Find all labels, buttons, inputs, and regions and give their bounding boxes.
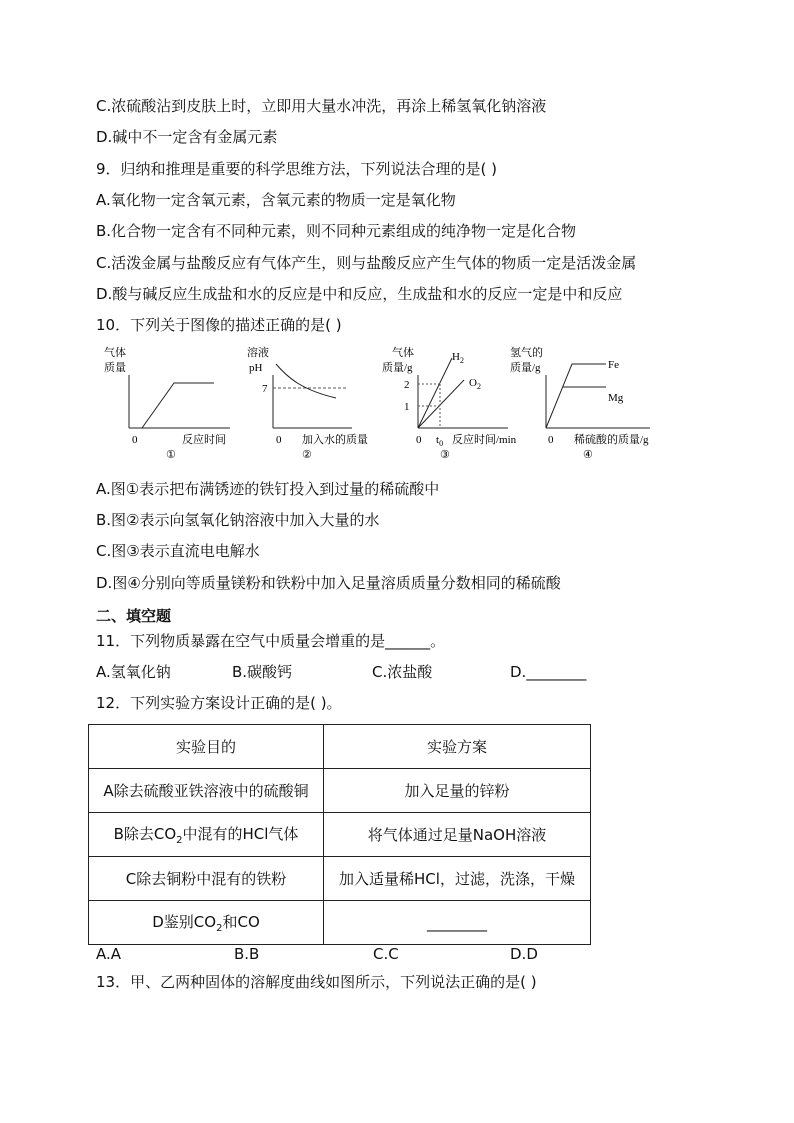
graph2-xlabel: 加入水的质量: [302, 434, 368, 446]
graph4-origin: 0: [548, 434, 554, 446]
graph-1: [96, 342, 236, 466]
graph3-ylabel-2: 质量/g: [382, 362, 413, 374]
graph3-o2-label: $O_2$: [469, 377, 481, 391]
table-row: [89, 901, 591, 945]
graph3-ylabel-1: 气体: [392, 347, 414, 359]
q9-option-a: A.氧化物一定含氧元素，含氧元素的物质一定是氧化物: [96, 191, 456, 209]
q13-stem: 13．甲、乙两种固体的溶解度曲线如图所示，下列说法正确的是( ): [96, 973, 537, 991]
row3-plan: 加入适量稀HCl，过滤，洗涤，干燥: [324, 857, 591, 901]
graph1-ylabel-1: 气体: [104, 347, 126, 359]
row2-purpose: B除去$CO_2$中混有的HCl气体: [89, 813, 324, 857]
q11-option-d: D.________: [510, 663, 587, 681]
graph2-ylabel-2: pH: [249, 362, 263, 374]
header-plan: 实验方案: [324, 725, 591, 769]
row1-purpose: A除去硫酸亚铁溶液中的硫酸铜: [89, 769, 324, 813]
graph3-o2-line: [418, 380, 464, 428]
row2-plan: 将气体通过足量NaOH溶液: [324, 813, 591, 857]
graph4-ylabel-1: 氢气的: [510, 347, 543, 359]
q11-option-c: C.浓盐酸: [372, 663, 433, 681]
graph3-h2-label: $H_2$: [452, 351, 464, 365]
graph4-number: ④: [583, 449, 593, 461]
q8-option-d: D.碱中不一定含有金属元素: [96, 128, 278, 146]
graph2-tick-7: 7: [262, 383, 268, 395]
q9-stem: 9．归纳和推理是重要的科学思维方法，下列说法合理的是( ): [96, 160, 498, 178]
graph3-h2-line: [418, 358, 452, 428]
q12-option-a: A.A: [96, 945, 122, 963]
row4-purpose: D鉴别$CO_2$和CO: [89, 901, 324, 945]
q12-option-c: C.C: [373, 945, 399, 963]
q9-option-c: C.活泼金属与盐酸反应有气体产生，则与盐酸反应产生气体的物质一定是活泼金属: [96, 254, 637, 272]
graph3-origin: 0: [416, 434, 422, 446]
q10-option-c: C.图③表示直流电电解水: [96, 542, 260, 560]
q12-option-d: D.D: [510, 945, 538, 963]
graph-3: [378, 342, 528, 466]
graph3-tick-2: 2: [404, 379, 410, 391]
graph4-fe-label: Fe: [608, 359, 619, 371]
graph3-number: ③: [440, 449, 450, 461]
graph2-number: ②: [302, 449, 312, 461]
q9-option-d: D.酸与碱反应生成盐和水的反应是中和反应，生成盐和水的反应一定是中和反应: [96, 285, 623, 303]
graph4-mg-label: Mg: [608, 392, 624, 404]
table-row: [89, 813, 591, 857]
q9-option-b: B.化合物一定含有不同种元素，则不同种元素组成的纯净物一定是化合物: [96, 222, 577, 240]
graph1-xlabel: 反应时间: [182, 434, 226, 446]
q12-option-b: B.B: [234, 945, 260, 963]
row4-plan: ________: [324, 901, 591, 945]
graph4-fe-curve: [546, 364, 606, 428]
q10-option-a: A.图①表示把布满锈迹的铁钉投入到过量的稀硫酸中: [96, 480, 440, 498]
row3-purpose: C除去铜粉中混有的铁粉: [89, 857, 324, 901]
graph2-curve: [276, 364, 336, 398]
section-title-fill-in: 二、填空题: [96, 607, 172, 625]
graph1-curve: [142, 383, 214, 428]
q11-option-a: A.氢氧化钠: [96, 663, 171, 681]
q11-stem: 11．下列物质暴露在空气中质量会增重的是______。: [96, 632, 446, 650]
q12-table: [88, 724, 591, 945]
graph4-xlabel: 稀硫酸的质量/g: [574, 434, 649, 446]
q11-option-b: B.碳酸钙: [232, 663, 293, 681]
q10-option-d: D.图④分别向等质量镁粉和铁粉中加入足量溶质质量分数相同的稀硫酸: [96, 574, 561, 592]
q10-option-b: B.图②表示向氢氧化钠溶液中加入大量的水: [96, 511, 380, 529]
graph1-ylabel-2: 质量: [104, 362, 126, 374]
row1-plan: 加入足量的锌粉: [324, 769, 591, 813]
graph2-ylabel-1: 溶液: [247, 347, 269, 359]
table-row: [89, 857, 591, 901]
graph1-origin: 0: [132, 434, 138, 446]
graph3-xlabel: 反应时间/min: [452, 434, 517, 446]
graph2-origin: 0: [276, 434, 282, 446]
q8-option-c: C.浓硫酸沾到皮肤上时，立即用大量水冲洗，再涂上稀氢氧化钠溶液: [96, 97, 547, 115]
header-purpose: 实验目的: [89, 725, 324, 769]
q10-stem: 10．下列关于图像的描述正确的是( ): [96, 316, 342, 334]
table-header-row: [89, 725, 591, 769]
graph3-tick-1: 1: [404, 401, 410, 413]
graph3-t0: $t_0$: [436, 434, 444, 448]
q12-stem: 12．下列实验方案设计正确的是( )。: [96, 694, 342, 712]
table-row: [89, 769, 591, 813]
graph1-number: ①: [166, 449, 176, 461]
graph-2: [240, 342, 380, 466]
graph4-ylabel-2: 质量/g: [510, 362, 541, 374]
graph-4: [510, 342, 660, 466]
